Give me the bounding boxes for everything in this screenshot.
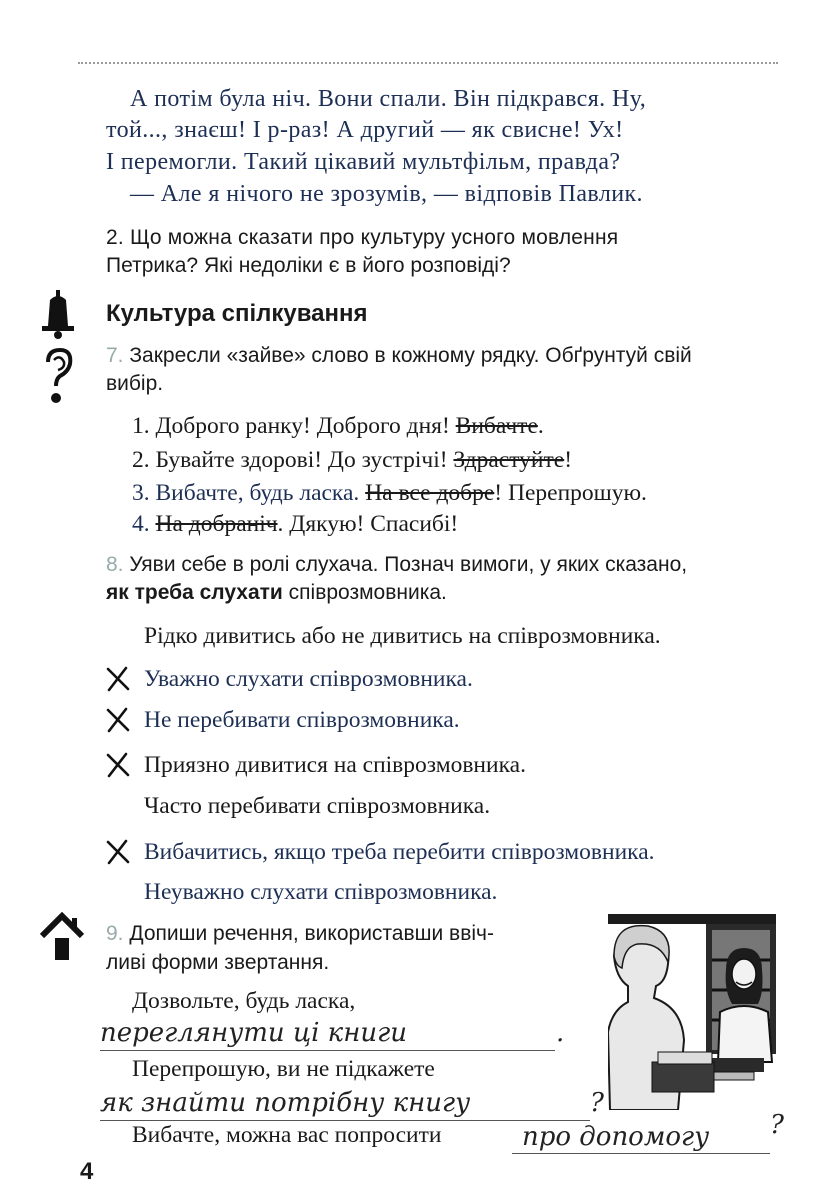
row-text: 1. Доброго ранку! Доброго дня! xyxy=(132,413,456,439)
checklist-text: Приязно дивитися на співрозмовника. xyxy=(144,751,526,778)
task7-line-2: вибір. xyxy=(106,372,164,395)
checkbox-checked[interactable] xyxy=(104,665,134,693)
checkbox-checked[interactable] xyxy=(104,751,134,779)
task8-number: 8. xyxy=(106,553,124,576)
struck-word: Здрастуйте xyxy=(453,447,565,473)
task7-row-3 xyxy=(132,480,647,507)
row-text: ! Перепрошую. xyxy=(494,480,647,506)
task9-answer-1: переглянути ці книги xyxy=(100,1018,407,1048)
struck-word: На добраніч xyxy=(155,511,278,537)
checkbox-checked[interactable] xyxy=(104,838,134,866)
task9-sentence-2: Перепрошую, ви не підкажете xyxy=(132,1056,435,1082)
row-text: . Дякую! Спасибі! xyxy=(277,511,459,537)
checklist-text: Уважно слухати співрозмовника. xyxy=(144,665,473,692)
story-line-2: той..., знаєш! І р-раз! А другий — як свисне! Ух! xyxy=(106,117,624,143)
checkbox-empty[interactable] xyxy=(104,792,134,820)
task9-instruction: Допиши речення, використавши ввіч- xyxy=(129,922,494,945)
checkbox-checked[interactable] xyxy=(104,706,134,734)
task8-instruction: Уяви себе в ролі слухача. Познач вимоги, у яких сказано, xyxy=(129,553,688,576)
answer-line-1 xyxy=(100,1050,555,1051)
task9-line-1 xyxy=(106,922,494,946)
cross-mark-icon xyxy=(104,665,132,693)
cross-mark-icon xyxy=(104,751,132,779)
task9-answer-2: як знайти потрібну книгу xyxy=(100,1088,471,1118)
task9-sentence-1: Дозвольте, будь ласка, xyxy=(132,988,356,1014)
row-text: ! xyxy=(564,447,573,473)
checklist-text: Не перебивати співрозмовника. xyxy=(144,706,460,733)
story-line-1: А потім була ніч. Вони спали. Він підкрався. Ну, xyxy=(130,86,647,112)
row-text: 4. xyxy=(132,511,156,537)
bell-icon xyxy=(38,288,78,348)
ear-question-icon xyxy=(38,348,78,412)
task2-line-2: Петрика? Які недоліки є в його розповіді? xyxy=(106,254,511,277)
cross-mark-icon xyxy=(104,838,132,866)
checklist-row xyxy=(104,622,661,650)
task7-number: 7. xyxy=(106,344,124,367)
top-rule xyxy=(78,62,778,64)
checklist-text: Часто перебивати співрозмовника. xyxy=(144,792,491,819)
task7-line-1 xyxy=(106,344,692,368)
row-text: 2. Бувайте здорові! До зустрічі! xyxy=(132,447,454,473)
checklist-text: Вибачитись, якщо треба перебити співрозмовника. xyxy=(144,838,655,865)
story-line-4: — Але я нічого не зрозумів, — відповів Павлик. xyxy=(130,181,643,207)
checklist-row xyxy=(104,665,473,693)
checklist-row xyxy=(104,792,490,820)
task9-answer-3-end: ? xyxy=(770,1110,784,1140)
task7-row-4 xyxy=(132,511,458,538)
struck-word: На все добре xyxy=(365,480,495,506)
task7-instruction: Закресли «зайве» слово в кожному рядку. Обґрунтуй свій xyxy=(129,344,692,367)
task9-answer-1-end: . xyxy=(556,1018,565,1048)
task7-row-2 xyxy=(132,447,572,474)
task2-line-1: 2. Що можна сказати про культуру усного мовлення xyxy=(106,226,619,249)
task9-answer-2-end: ? xyxy=(590,1088,604,1118)
task9-answer-3: про допомогу xyxy=(522,1122,710,1152)
home-icon xyxy=(38,912,86,962)
row-text: . xyxy=(537,413,544,439)
checklist-row xyxy=(104,706,460,734)
task9-sentence-3: Вибачте, можна вас попросити xyxy=(132,1122,442,1148)
page-number: 4 xyxy=(80,1158,94,1185)
task9-line-2: ливі форми звертання. xyxy=(106,951,330,974)
answer-line-3 xyxy=(512,1153,770,1154)
checkbox-empty[interactable] xyxy=(104,878,134,906)
library-illustration xyxy=(608,912,780,1110)
section-title: Культура спілкування xyxy=(106,300,368,327)
task8-rest: співрозмовника. xyxy=(282,581,447,604)
task8-bold: як треба слухати xyxy=(106,581,283,604)
row-text: 3. Вибачте, будь ласка. xyxy=(132,480,366,506)
task7-row-1 xyxy=(132,413,544,440)
cross-mark-icon xyxy=(104,706,132,734)
checklist-row xyxy=(104,838,655,866)
answer-line-2 xyxy=(100,1120,590,1121)
task9-number: 9. xyxy=(106,922,124,945)
checklist-row xyxy=(104,751,526,779)
task8-line-2 xyxy=(106,581,447,605)
struck-word: Вибачте xyxy=(455,413,538,439)
checkbox-empty[interactable] xyxy=(104,622,134,650)
task8-line-1 xyxy=(106,553,687,577)
checklist-row xyxy=(104,878,497,906)
checklist-text: Рідко дивитись або не дивитись на співрозмовника. xyxy=(144,622,661,649)
checklist-text: Неуважно слухати співрозмовника. xyxy=(144,878,498,905)
story-line-3: І перемогли. Такий цікавий мультфільм, правда? xyxy=(106,149,621,175)
